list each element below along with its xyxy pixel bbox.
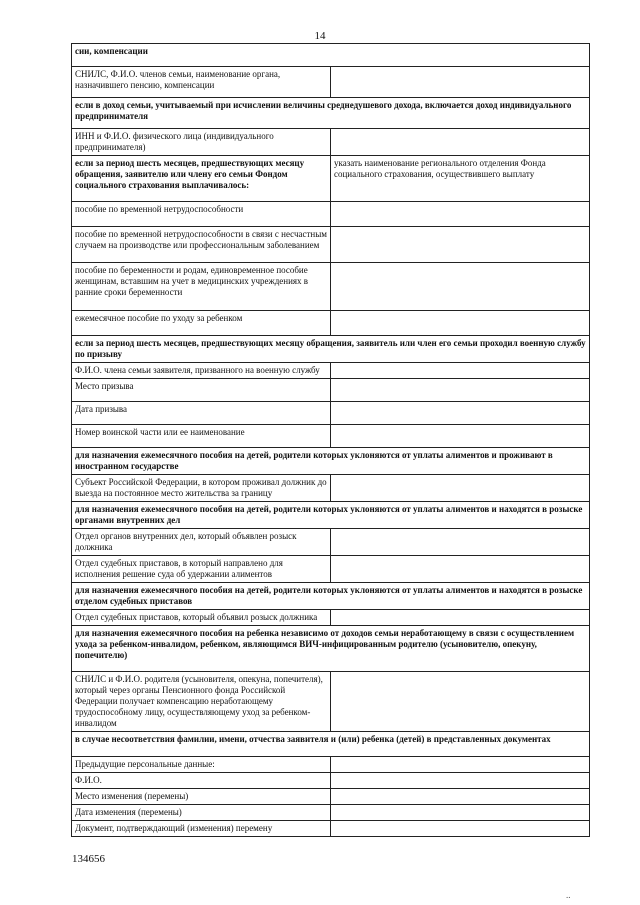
field-value[interactable] <box>331 529 590 556</box>
table-row <box>72 98 590 129</box>
field-label: Номер воинской части или ее наименование <box>72 425 331 448</box>
table-row <box>72 583 590 610</box>
section-header: для назначения ежемесячного пособия на детей, родители которых уклоняются от уплаты алиментов и находятся в розыске отделом судебных приставов <box>72 583 590 610</box>
corner-mark: .. <box>566 890 571 900</box>
table-row <box>72 732 590 757</box>
field-label: если за период шесть месяцев, предшествующих месяцу обращения, заявителю или члену его семьи Фондом социального страхования выплачивалось: <box>72 156 331 202</box>
section-header: для назначения ежемесячного пособия на детей, родители которых уклоняются от уплаты алиментов и проживают в иностранном государстве <box>72 448 590 475</box>
table-row <box>72 757 590 773</box>
table-row <box>72 263 590 311</box>
field-value[interactable] <box>331 263 590 311</box>
section-header: сии, компенсации <box>72 44 590 67</box>
field-value[interactable] <box>331 379 590 402</box>
table-row <box>72 529 590 556</box>
field-label: Место призыва <box>72 379 331 402</box>
field-label: Дата изменения (перемены) <box>72 805 331 821</box>
field-value[interactable] <box>331 227 590 263</box>
field-value[interactable] <box>331 757 590 773</box>
table-row <box>72 556 590 583</box>
field-label: СНИЛС, Ф.И.О. членов семьи, наименование органа, назначившего пенсию, компенсации <box>72 67 331 98</box>
field-value[interactable] <box>331 773 590 789</box>
table-row <box>72 379 590 402</box>
table-row <box>72 67 590 98</box>
field-value[interactable] <box>331 789 590 805</box>
form-table <box>71 43 590 837</box>
field-value[interactable] <box>331 805 590 821</box>
field-label: Отдел судебных приставов, в который направлено для исполнения решение суда об удержании алиментов <box>72 556 331 583</box>
section-header: для назначения ежемесячного пособия на детей, родители которых уклоняются от уплаты алиментов и находятся в розыске органами внутренних дел <box>72 502 590 529</box>
table-row <box>72 402 590 425</box>
field-label: пособие по временной нетрудоспособности <box>72 202 331 227</box>
table-row <box>72 789 590 805</box>
page-number: 14 <box>314 30 326 42</box>
table-row <box>72 502 590 529</box>
field-hint: указать наименование регионального отделения Фонда социального страхования, осуществившего выплату <box>331 156 590 202</box>
table-row <box>72 44 590 67</box>
field-value[interactable] <box>331 610 590 626</box>
table-row <box>72 336 590 363</box>
field-label: СНИЛС и Ф.И.О. родителя (усыновителя, опекуна, попечителя), который через органы Пенсионного фонда Российской Федерации получает компенсацию неработающему трудоспособному лицу, осуществляющему уход за ребенком-инвалидом <box>72 672 331 732</box>
section-header: если за период шесть месяцев, предшествующих месяцу обращения, заявитель или член его семьи проходил военную службу по призыву <box>72 336 590 363</box>
section-header: если в доход семьи, учитываемый при исчислении величины среднедушевого дохода, включается доход индивидуального предпринимателя <box>72 98 590 129</box>
field-label: Документ, подтверждающий (изменения) перемену <box>72 821 331 837</box>
field-label: ИНН и Ф.И.О. физического лица (индивидуального предпринимателя) <box>72 129 331 156</box>
table-row <box>72 475 590 502</box>
table-row <box>72 610 590 626</box>
table-row <box>72 672 590 732</box>
table-row <box>72 448 590 475</box>
field-label: пособие по беременности и родам, единовременное пособие женщинам, вставшим на учет в медицинских учреждениях в ранние сроки беременности <box>72 263 331 311</box>
field-value[interactable] <box>331 311 590 336</box>
field-value[interactable] <box>331 129 590 156</box>
table-row <box>72 227 590 263</box>
table-row <box>72 773 590 789</box>
table-row <box>72 129 590 156</box>
field-label: Ф.И.О. <box>72 773 331 789</box>
table-row <box>72 363 590 379</box>
field-value[interactable] <box>331 475 590 502</box>
field-label: Место изменения (перемены) <box>72 789 331 805</box>
field-label: Отдел органов внутренних дел, который объявлен розыск должника <box>72 529 331 556</box>
field-value[interactable] <box>331 672 590 732</box>
field-value[interactable] <box>331 425 590 448</box>
field-label: Субъект Российской Федерации, в котором проживал должник до выезда на постоянное место жительства за границу <box>72 475 331 502</box>
section-header: для назначения ежемесячного пособия на ребенка независимо от доходов семьи неработающему в связи с осуществлением ухода за ребенком-инвалидом, ребенком, являющимся ВИЧ-инфицированным родителю (усыновителю, опекуну, попечителю) <box>72 626 590 672</box>
field-value[interactable] <box>331 67 590 98</box>
table-row <box>72 156 590 202</box>
field-label: ежемесячное пособие по уходу за ребенком <box>72 311 331 336</box>
field-value[interactable] <box>331 556 590 583</box>
field-value[interactable] <box>331 363 590 379</box>
section-header: в случае несоответствия фамилии, имени, отчества заявителя и (или) ребенка (детей) в представленных документах <box>72 732 590 757</box>
document-id: 134656 <box>72 853 105 865</box>
field-label: Ф.И.О. члена семьи заявителя, призванного на военную службу <box>72 363 331 379</box>
table-row <box>72 626 590 672</box>
field-label: Дата призыва <box>72 402 331 425</box>
field-label: Предыдущие персональные данные: <box>72 757 331 773</box>
field-value[interactable] <box>331 821 590 837</box>
table-row <box>72 311 590 336</box>
table-row <box>72 202 590 227</box>
table-row <box>72 805 590 821</box>
table-row <box>72 425 590 448</box>
field-value[interactable] <box>331 202 590 227</box>
table-row <box>72 821 590 837</box>
field-value[interactable] <box>331 402 590 425</box>
field-label: пособие по временной нетрудоспособности в связи с несчастным случаем на производстве или профессиональным заболеванием <box>72 227 331 263</box>
field-label: Отдел судебных приставов, который объявил розыск должника <box>72 610 331 626</box>
